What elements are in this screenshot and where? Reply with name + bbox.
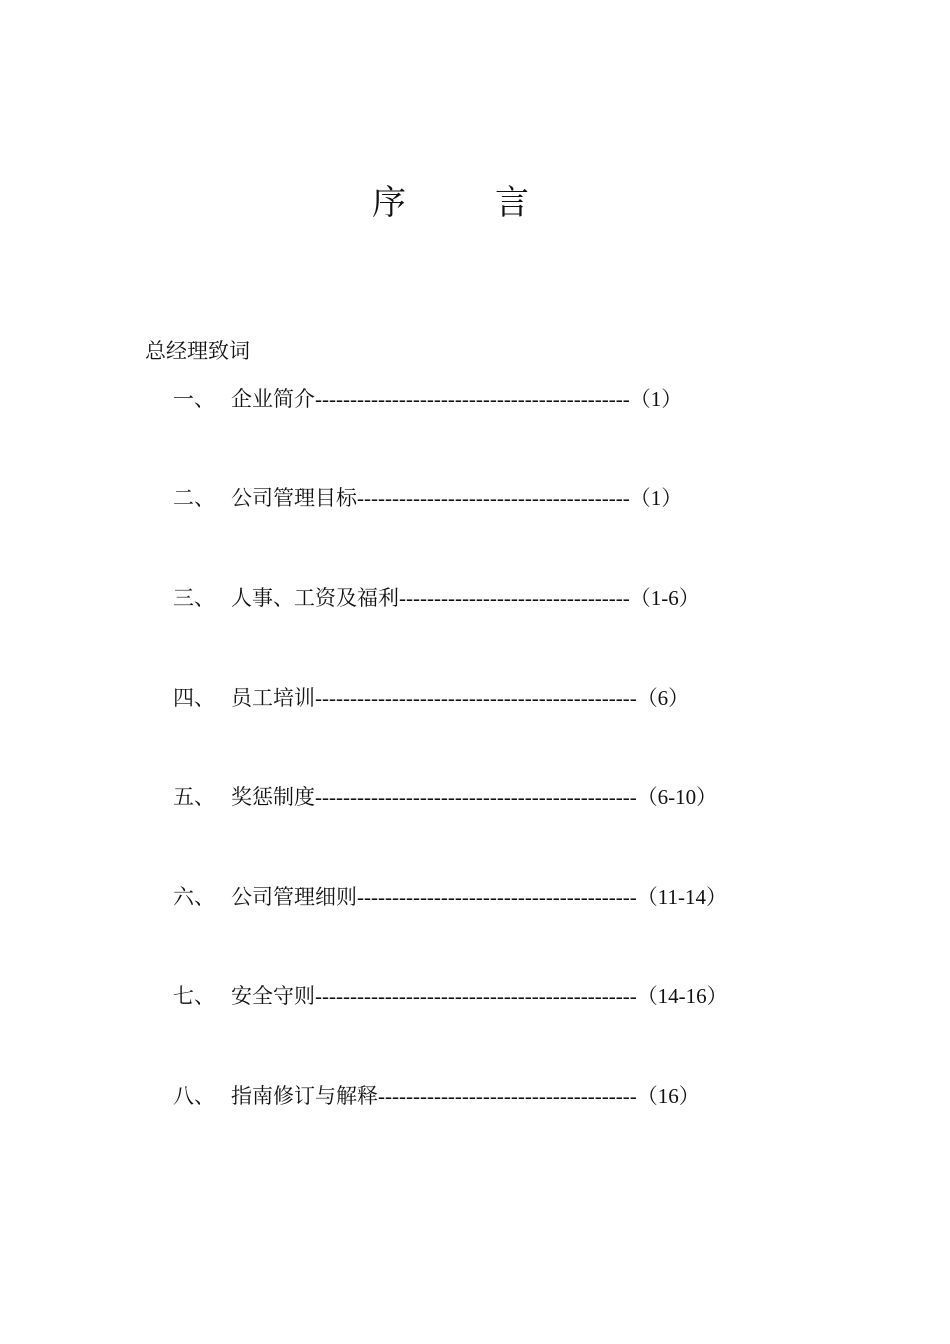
- toc-leader: ----------------------------------------: [357, 885, 637, 909]
- toc-item-8[interactable]: [0, 1080, 950, 1112]
- toc-leader: ---------------------------------------: [357, 486, 630, 510]
- toc-label: 奖惩制度: [231, 785, 315, 809]
- toc-item-6[interactable]: [0, 881, 950, 913]
- toc-page-ref: （1）: [629, 387, 683, 411]
- toc-number: 八、: [173, 1084, 215, 1108]
- toc-page-ref: （11-14）: [636, 885, 727, 909]
- toc-page-ref: （16）: [636, 1084, 700, 1108]
- toc-number: 四、: [173, 686, 215, 710]
- toc-label: 企业简介: [231, 387, 315, 411]
- toc-label: 公司管理目标: [231, 486, 357, 510]
- toc-page-ref: （14-16）: [636, 984, 728, 1008]
- toc-item-2[interactable]: [0, 482, 950, 514]
- toc-leader: -------------------------------------: [378, 1084, 637, 1108]
- toc-leader: ----------------------------------------------: [315, 785, 637, 809]
- toc-leader: ----------------------------------------------: [315, 984, 637, 1008]
- toc-leader: ---------------------------------------------: [315, 387, 630, 411]
- toc-number: 一、: [173, 387, 215, 411]
- toc-label: 人事、工资及福利: [231, 586, 399, 610]
- toc-page-ref: （1-6）: [629, 586, 700, 610]
- title-char-2: 言: [495, 183, 529, 223]
- toc-page-ref: （6-10）: [636, 785, 718, 809]
- toc-number: 二、: [173, 486, 215, 510]
- preface-heading: 总经理致词: [145, 339, 250, 363]
- toc-item-7[interactable]: [0, 980, 950, 1012]
- toc-item-1[interactable]: [0, 383, 950, 415]
- title-char-1: 序: [372, 183, 406, 223]
- toc-number: 七、: [173, 984, 215, 1008]
- toc-item-5[interactable]: [0, 781, 950, 813]
- toc-number: 三、: [173, 586, 215, 610]
- toc-number: 五、: [173, 785, 215, 809]
- toc-page-ref: （1）: [629, 486, 683, 510]
- toc-page-ref: （6）: [636, 686, 690, 710]
- page-title: [0, 178, 950, 228]
- toc-label: 安全守则: [231, 984, 315, 1008]
- toc-label: 指南修订与解释: [231, 1084, 378, 1108]
- toc-item-4[interactable]: [0, 682, 950, 714]
- toc-leader: ---------------------------------: [399, 586, 630, 610]
- toc-item-3[interactable]: [0, 582, 950, 614]
- toc-label: 员工培训: [231, 686, 315, 710]
- toc-leader: ----------------------------------------------: [315, 686, 637, 710]
- toc-label: 公司管理细则: [231, 885, 357, 909]
- toc-number: 六、: [173, 885, 215, 909]
